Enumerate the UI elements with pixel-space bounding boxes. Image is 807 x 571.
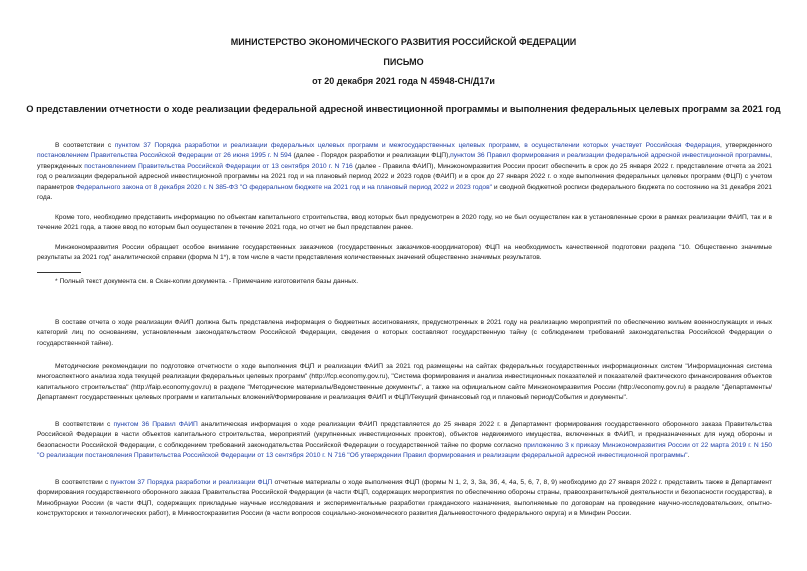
paragraph-7: В соответствии с пунктом 37 Порядка разработки и реализации ФЦП отчетные материалы о ходе выполнения ФЦП (формы N 1, 2, 3, 3а, 3б, 4, 4а, 5, 6, 7, 8, 9) необходимо до 27 января 2022 г. представить также в Департамент формирования государственного оборонного заказа Правительства Российской Федерации (в части ФЦП, содержащих мероприятия по обеспечению обороны страны, правоохранительной деятельности и безопасности государства), в Минобрнауки России (в части ФЦП, содержащих прикладные научные исследования и экспериментальные разработки гражданского назначения, выполняемые по договорам на проведение научно-исследовательских, опытно-конструкторских и технологических работ), в Минвостокразвития России (в части вопросов социально-экономического развития Дальневосточного федерального округа) и в Минфин России. — [37, 479, 772, 518]
link-p36-faip-rules[interactable]: пунктом 36 Правил ФАИП — [113, 421, 198, 428]
link-appendix-3-order-150[interactable]: приложению 3 к приказу Минэкономразвития России от 22 марта 2019 г. N 150 "О реализации постановления Правительства Российской Федерации от 13 сентября 2010 г. N 716 "Об утверждении Правил формирования и реализации федеральной адресной инвестиционной программы" — [37, 441, 772, 460]
paragraph-5: Методические рекомендации по подготовке отчетности о ходе выполнения ФЦП и реализации ФАИП за 2021 год размещены на сайтах федеральных государственных информационных систем "Информационная система многоаспектного анализа хода текущей реализации федеральных целевых программ" (http://fcp.economy.gov.ru), "Система формирования и анализа инвестиционных показателей и показателей фактического финансирования объектов капитального строительства" (http://faip.economy.gov.ru) в разделе "Методические материалы/Ведомственные документы", а также на официальном сайте Минэкономразвития России (http://economy.gov.ru) в разделе "Департаменты/Департамент государственных целевых программ и капитальных вложений/Формирование и реализация ФАИП и ФЦП/Текущий финансовый год и плановый период/События и документы". — [37, 363, 772, 402]
paragraph-2: Кроме того, необходимо представить информацию по объектам капитального строительства, ввод которых был предусмотрен в 2020 году, но не был осуществлен как в установленные сроки в рамках реализации ФАИП, так и в течение 2021 года, а также ввод по которым был осуществлен в течение 2021 года, но отчет не был представлен ранее. — [37, 214, 772, 232]
document-date-number: от 20 декабря 2021 года N 45948-СН/Д17и — [312, 76, 495, 86]
footnote: * Полный текст документа см. в Скан-копии документа. - Примечание изготовителя базы данных. — [55, 278, 359, 285]
paragraph-1: В соответствии с пунктом 37 Порядка разработки и реализации федеральных целевых программ и межгосударственных целевых программ, в осуществлении которых участвует Российская Федерация, утвержденного постановлением Правительства Российской Федерации от 26 июня 1995 г. N 594 (далее - Порядок разработки и реализации ФЦП),пунктом 36 Правил формирования и реализации федеральной адресной инвестиционной программы, утвержденных постановлением Правительства Российской Федерации от 13 сентября 2010 г. N 716 (далее - Правила ФАИП), Минэкономразвития России просит обеспечить в срок до 25 января 2022 г. представление отчета за 2021 год о реализации федеральной адресной инвестиционной программы на 2021 год и на плановый период 2022 и 2023 годов (ФАИП) и в срок до 27 января 2022 г. о ходе выполнения федеральных целевых программ (ФЦП) с учетом параметров Федерального закона от 8 декабря 2020 г. N 385-ФЗ "О федеральном бюджете на 2021 год и на плановый период 2022 и 2023 годов" и сводной бюджетной росписи федерального бюджета по состоянию на 31 декабря 2021 года. — [37, 142, 773, 202]
ministry-heading: МИНИСТЕРСТВО ЭКОНОМИЧЕСКОГО РАЗВИТИЯ РОССИЙСКОЙ ФЕДЕРАЦИИ — [230, 37, 577, 47]
link-federal-law-385[interactable]: Федерального закона от 8 декабря 2020 г. N 385-ФЗ "О федеральном бюджете на 2021 год и на плановый период 2022 и 2023 годов" — [75, 183, 493, 191]
link-p36-rules[interactable]: пунктом 36 Правил формирования и реализации федеральной адресной инвестиционной программы — [450, 152, 771, 160]
link-p37-fcp-order[interactable]: пунктом 37 Порядка разработки и реализации ФЦП — [110, 479, 273, 486]
link-p37-order[interactable]: пунктом 37 Порядка разработки и реализации федеральных целевых программ и межгосударственных целевых программ, в осуществлении которых участвует Российская Федерация — [114, 142, 720, 149]
link-resolution-594[interactable]: постановлением Правительства Российской Федерации от 26 июня 1995 г. N 594 — [37, 152, 292, 160]
document-subject: О представлении отчетности о ходе реализации федеральной адресной инвестиционной программы и выполнения федеральных целевых программ за 2021 год — [26, 104, 781, 114]
paragraph-3: Минэкономразвития России обращает особое внимание государственных заказчиков (государственных заказчиков-координаторов) ФЦП на необходимость качественной подготовки раздела "10. Общественно значимые результаты за 2021 год" аналитической справки (форма N 1*), в том числе в части представления количественных значений общественно значимых результатов. — [37, 244, 772, 262]
paragraph-6: В соответствии с пунктом 36 Правил ФАИП аналитическая информация о ходе реализации ФАИП представляется до 25 января 2022 г. в Департамент формирования государственного оборонного заказа Правительства Российской Федерации в части объектов капитального строительства, мероприятий (укрупненных инвестиционных проектов), объектов недвижимого имущества, включенных в ФАИП, и предназначенных для нужд обороны и безопасности Российской Федерации, с соблюдением требований законодательства Российской Федерации о государственной тайне по форме согласно приложению 3 к приказу Минэкономразвития России от 22 марта 2019 г. N 150 "О реализации постановления Правительства Российской Федерации от 13 сентября 2010 г. N 716 "Об утверждении Правил формирования и реализации федеральной адресной инвестиционной программы". — [37, 421, 772, 460]
footnote-separator — [37, 272, 81, 273]
paragraph-4: В составе отчета о ходе реализации ФАИП должна быть представлена информация о бюджетных ассигнованиях, предусмотренных в 2021 году на реализацию мероприятий по обеспечению жильем военнослужащих и иных категорий лиц по основаниям, установленным законодательством Российской Федерации, сведения о которых составляют государственную тайну (с соблюдением требований законодательства Российской Федерации о государственной тайне). — [37, 319, 772, 347]
link-resolution-716[interactable]: постановлением Правительства Российской Федерации от 13 сентября 2010 г. N 716 — [84, 162, 353, 170]
document-type: ПИСЬМО — [383, 57, 424, 67]
